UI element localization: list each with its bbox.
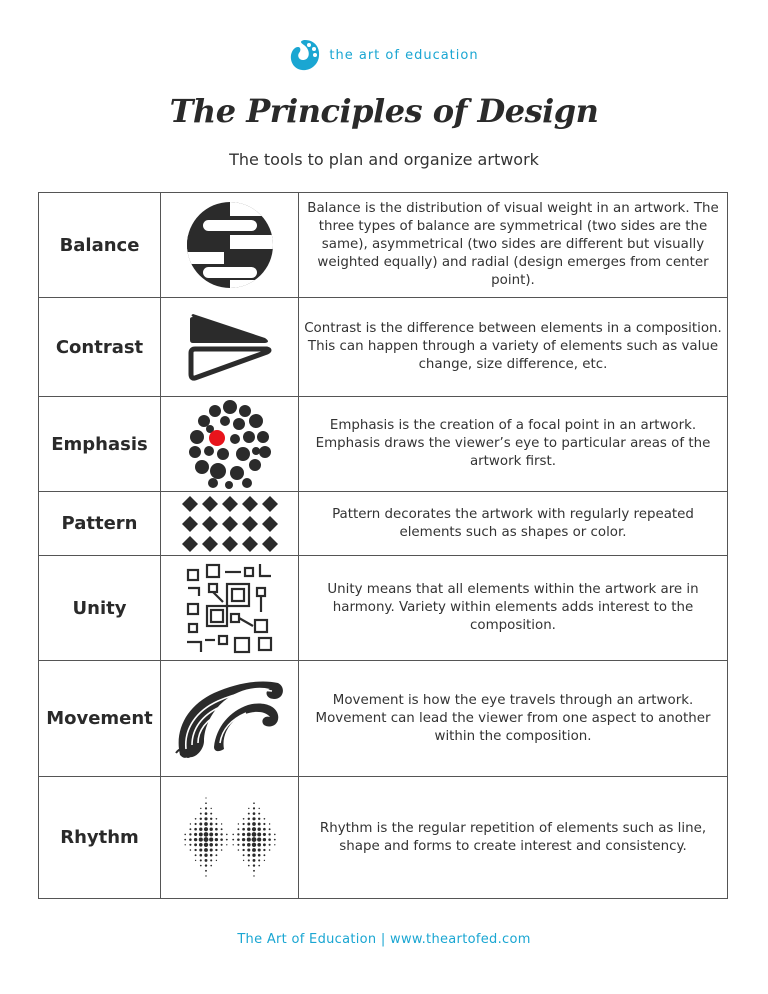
table-row bbox=[39, 298, 728, 397]
table-row bbox=[39, 661, 728, 777]
page-title: The Principles of Design bbox=[169, 92, 599, 130]
principle-description: Balance is the distribution of visual weight in an artwork. The three types of balance are symmetrical (two sides are the same), asymmetrical (two sides are different but visually weighted equally) and radial (design emerges from center point). bbox=[299, 193, 728, 298]
contrast-icon bbox=[161, 312, 298, 382]
principle-name: Balance bbox=[39, 193, 161, 298]
principle-description: Rhythm is the regular repetition of elements such as line, shape and forms to create interest and consistency. bbox=[299, 777, 728, 899]
icon-cell bbox=[161, 556, 299, 661]
icon-cell bbox=[161, 298, 299, 397]
table-row bbox=[39, 777, 728, 899]
table-row bbox=[39, 556, 728, 661]
principle-description: Emphasis is the creation of a focal point in an artwork. Emphasis draws the viewer’s eye to particular areas of the artwork first. bbox=[299, 397, 728, 492]
principle-description: Pattern decorates the artwork with regularly repeated elements such as shapes or color. bbox=[299, 492, 728, 556]
table-row bbox=[39, 397, 728, 492]
palette-logo-icon bbox=[289, 38, 321, 72]
icon-cell bbox=[161, 193, 299, 298]
unity-icon bbox=[161, 562, 298, 654]
principle-name: Pattern bbox=[39, 492, 161, 556]
principle-description: Contrast is the difference between elements in a composition. This can happen through a variety of elements such as value change, size difference, etc. bbox=[299, 298, 728, 397]
principle-name: Emphasis bbox=[39, 397, 161, 492]
movement-icon bbox=[161, 677, 298, 761]
brand-header bbox=[0, 38, 768, 76]
footer-text: The Art of Education | www.theartofed.com bbox=[237, 932, 531, 947]
icon-cell bbox=[161, 397, 299, 492]
principles-table bbox=[38, 192, 728, 899]
icon-cell bbox=[161, 777, 299, 899]
principle-description: Unity means that all elements within the artwork are in harmony. Variety within elements adds interest to the composition. bbox=[299, 556, 728, 661]
table-row bbox=[39, 193, 728, 298]
rhythm-icon bbox=[161, 796, 298, 880]
emphasis-icon bbox=[161, 399, 298, 489]
principle-name: Rhythm bbox=[39, 777, 161, 899]
icon-cell bbox=[161, 492, 299, 556]
brand-name: the art of education bbox=[329, 47, 479, 63]
pattern-icon bbox=[161, 494, 298, 554]
balance-icon bbox=[161, 200, 298, 290]
table-row bbox=[39, 492, 728, 556]
principle-description: Movement is how the eye travels through an artwork. Movement can lead the viewer from one aspect to another within the composition. bbox=[299, 661, 728, 777]
principle-name: Contrast bbox=[39, 298, 161, 397]
page-subtitle: The tools to plan and organize artwork bbox=[229, 150, 539, 169]
icon-cell bbox=[161, 661, 299, 777]
principle-name: Movement bbox=[39, 661, 161, 777]
principle-name: Unity bbox=[39, 556, 161, 661]
